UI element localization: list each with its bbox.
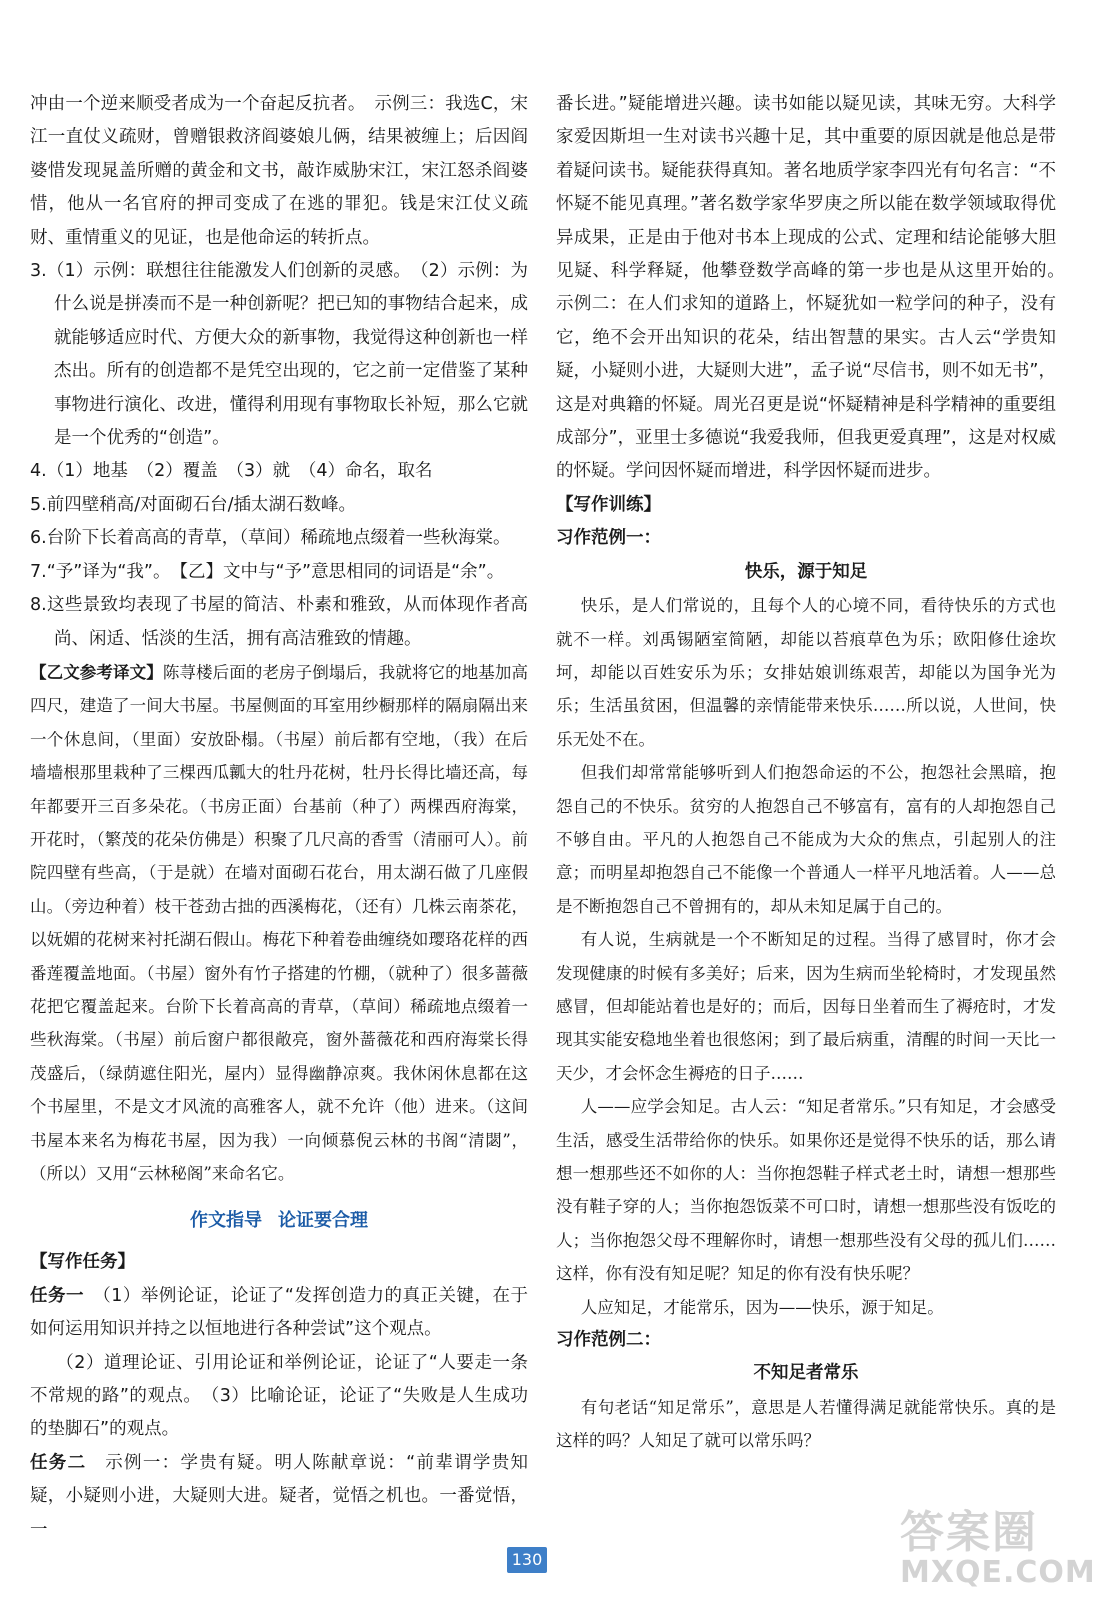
example-1-title: 快乐，源于知足 xyxy=(744,561,868,582)
task-2-text: 示例一：学贵有疑。明人陈献章说：“前辈谓学贵知疑，小疑则小进，大疑则大进。疑者，觉悟之机也。一番觉悟，一 xyxy=(30,1452,529,1540)
watermark-mark: 答案圈 xyxy=(900,1507,1038,1558)
translation-label: 【乙文参考译文】 xyxy=(30,662,163,682)
answer-item-5: 5.前四壁稍高/对面砌石台/插太湖石数峰。 xyxy=(30,494,356,515)
example-1-paragraph: 有人说，生病就是一个不断知足的过程。当得了感冒时，你才会发现健康的时候有多美好；后来，因为生病而坐轮椅时，才发现虽然感冒，但却能站着也是好的；而后，因每日坐着而生了褥疮时，才发现其实能安稳地坐着也很悠闲；到了最后病重，清醒的时间一天比一天少，才会怀念生褥疮的日子…… xyxy=(556,930,1056,1083)
answer-item-6: 6.台阶下长着高高的青草，（草间）稀疏地点缀着一些秋海棠。 xyxy=(30,528,511,549)
section-title-part-2: 论证要合理 xyxy=(278,1210,368,1232)
task-2-label: 任务二 xyxy=(30,1452,87,1473)
section-title-part-1: 作文指导 xyxy=(190,1210,262,1232)
translation-block xyxy=(30,656,528,1191)
answer-paragraph: 冲由一个逆来顺受者成为一个奋起反抗者。 示例三：我选C，宋江一直仗义疏财，曾赠银救济阎婆娘儿俩，结果被缠上；后因阎婆惜发现晁盖所赠的黄金和文书，敲诈威胁宋江，宋江怒杀阎婆惜，他从一名官府的押司变成了在逃的罪犯。钱是宋江仗义疏财、重情重义的见证，也是他命运的转折点。 xyxy=(30,94,528,248)
example-2-paragraph: 有句老话“知足常乐”，意思是人若懂得满足就能常快乐。真的是这样的吗？人知足了就可以常乐吗？ xyxy=(556,1397,1056,1451)
example-1-paragraph: 但我们却常常能够听到人们抱怨命运的不公，抱怨社会黑暗，抱怨自己的不快乐。贫穷的人抱怨自己不够富有，富有的人却抱怨自己不够自由。平凡的人抱怨自己不能成为大众的焦点，引起别人的注意；而明星却抱怨自己不能像一个普通人一样平凡地活着。人——总是不断抱怨自己不曾拥有的，却从未知足属于自己的。 xyxy=(556,763,1056,916)
task-2 xyxy=(30,1447,528,1547)
training-header: 【写作训练】 xyxy=(556,494,661,515)
answer-item-8: 8.这些景致均表现了书屋的简洁、朴素和雅致，从而体现作者高尚、闲适、恬淡的生活，拥有高洁雅致的情趣。 xyxy=(30,595,528,649)
example-2-label: 习作范例二： xyxy=(556,1330,661,1351)
example-1-paragraph: 人——应学会知足。古人云：“知足者常乐。”只有知足，才会感受生活，感受生活带给你的快乐。如果你还是觉得不快乐的话，那么请想一想那些还不如你的人：当你抱怨鞋子样式老土时，请想一想那些没有鞋子穿的人；当你抱怨饭菜不可口时，请想一想那些没有饭吃的人；当你抱怨父母不理解你时，请想一想那些没有父母的孤儿们……这样，你有没有知足呢？知足的你有没有快乐呢？ xyxy=(556,1097,1056,1284)
task-header: 【写作任务】 xyxy=(30,1252,135,1273)
task-1-label: 任务一 xyxy=(30,1285,85,1306)
page-number: 130 xyxy=(507,1547,547,1573)
answer-item-4: 4.（1）地基 （2）覆盖 （3）就 （4）命名，取名 xyxy=(30,461,433,482)
translation-text: 陈荨楼后面的老房子倒塌后，我就将它的地基加高四尺，建造了一间大书屋。书屋侧面的耳室用纱橱那样的隔扇隔出来一个休息间，（里面）安放卧榻。（书屋）前后都有空地，（我）在后墙墙根那里栽种了三棵西瓜瓤大的牡丹花树，牡丹长得比墙还高，每年都要开三百多朵花。（书房正面）台基前（种了）两棵西府海棠，开花时，（繁茂的花朵仿佛是）积聚了几尺高的香雪（清丽可人）。前院四壁有些高，（于是就）在墙对面砌石花台，用太湖石做了几座假山。（旁边种着）枝干苍劲古拙的西溪梅花，（还有）几株云南茶花，以妩媚的花树来衬托湖石假山。梅花下种着卷曲缠绕如璎珞花样的西番莲覆盖地面。（书屋）窗外有竹子搭建的竹棚，（就种了）很多蔷薇花把它覆盖起来。台阶下长着高高的青草，（草间）稀疏地点缀着一些秋海棠。（书屋）前后窗户都很敞亮，窗外蔷薇花和西府海棠长得茂盛后，（绿荫遮住阳光，屋内）显得幽静凉爽。我休闲休息都在这个书屋里，不是文才风流的高雅客人，就不允许（他）进来。（这间书屋本来名为梅花书屋，因为我）一向倾慕倪云林的书阁“清閟”，（所以）又用“云林秘阁”来命名它。 xyxy=(30,662,529,1183)
task-2-continued: 番长进。”疑能增进兴趣。读书如能以疑见读，其味无穷。大科学家爱因斯坦一生对读书兴趣十足，其中重要的原因就是他总是带着疑问读书。疑能获得真知。著名地质学家李四光有句名言：“不怀疑不能见真理。”著名数学家华罗庚之所以能在数学领域取得优异成果，正是由于他对书本上现成的公式、定理和结论能够大胆见疑、科学释疑，他攀登数学高峰的第一步也是从这里开始的。 示例二：在人们求知的道路上，怀疑犹如一粒学问的种子，没有它，绝不会开出知识的花朵，结出智慧的果实。古人云“学贵知疑，小疑则小进，大疑则大进”，孟子说“尽信书，则不如无书”，这是对典籍的怀疑。周光召更是说“怀疑精神是科学精神的重要组成部分”，亚里士多德说“我爱我师，但我更爱真理”，这是对权威的怀疑。学问因怀疑而增进，科学因怀疑而进步。 xyxy=(556,94,1074,482)
task-1-continued: （2）道理论证、引用论证和举例论证，论证了“人要走一条不常规的路”的观点。 （3）比喻论证，论证了“失败是人生成功的垫脚石”的观点。 xyxy=(30,1352,528,1440)
left-column xyxy=(30,88,528,1547)
watermark-logo xyxy=(900,1507,1100,1600)
example-1-paragraph: 快乐，是人们常说的，且每个人的心境不同，看待快乐的方式也就不一样。刘禹锡陋室简陋，却能以苔痕草色为乐；欧阳修仕途坎坷，却能以百姓安乐为乐；女排姑娘训练艰苦，却能以为国争光为乐；生活虽贫困，但温馨的亲情能带来快乐……所以说，人世间，快乐无处不在。 xyxy=(556,596,1056,749)
answer-item-3: 3.（1）示例：联想往往能激发人们创新的灵感。 （2）示例：为什么说是拼凑而不是一种创新呢？把已知的事物结合起来，成就能够适应时代、方便大众的新事物，我觉得这种创新也一样杰出。所有的创造都不是凭空出现的，它之前一定借鉴了某种事物进行演化、改进，懂得利用现有事物取长补短，那么它就是一个优秀的“创造”。 xyxy=(30,261,528,449)
example-2-title: 不知足者常乐 xyxy=(753,1363,859,1384)
example-1-paragraph: 人应知足，才能常乐，因为——快乐，源于知足。 xyxy=(580,1297,944,1317)
example-1-label: 习作范例一： xyxy=(556,528,661,549)
watermark-site: MXQE.COM xyxy=(900,1555,1096,1590)
section-title xyxy=(30,1206,528,1232)
task-1-text: （1）举例论证，论证了“发挥创造力的真正关键，在于如何运用知识并持之以恒地进行各种尝试”这个观点。 xyxy=(30,1285,529,1340)
answer-item-7: 7.“予”译为“我”。 【乙】文中与“予”意思相同的词语是“余”。 xyxy=(30,561,505,582)
right-column xyxy=(556,88,1074,1458)
task-1 xyxy=(30,1280,528,1347)
